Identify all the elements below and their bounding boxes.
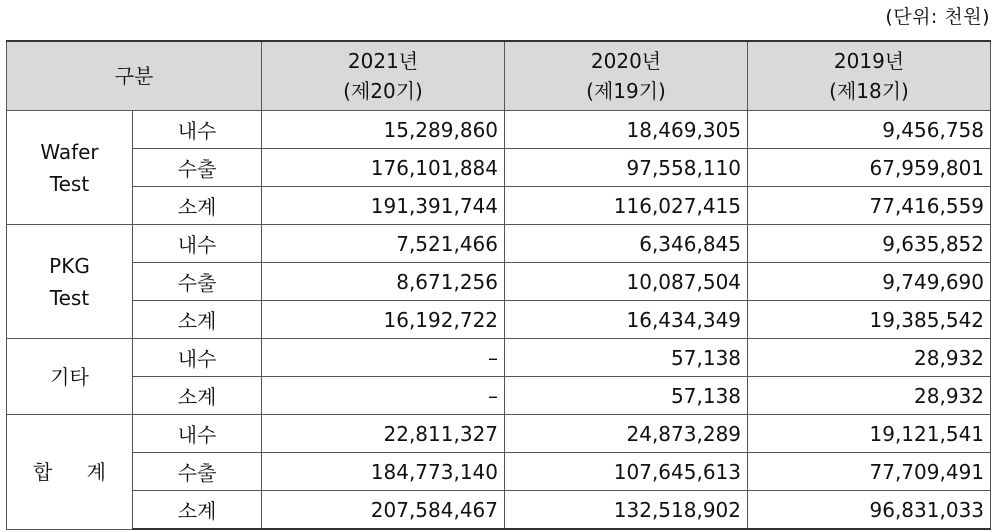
cell-value: 18,469,305	[505, 111, 748, 149]
header-year-label: 2019년	[833, 49, 905, 73]
cell-value: 77,416,559	[748, 187, 991, 225]
row-label: 내수	[133, 111, 262, 149]
cell-value: 77,709,491	[748, 453, 991, 491]
header-period-label: (제19기)	[586, 79, 666, 103]
group-total	[7, 415, 133, 530]
cell-value: 10,087,504	[505, 263, 748, 301]
table-row	[7, 491, 991, 530]
row-label: 소계	[133, 491, 262, 530]
table-row	[7, 263, 991, 301]
group-name-line: 기타	[50, 364, 89, 389]
group-name-line: PKG	[49, 253, 90, 278]
cell-value: –	[262, 377, 505, 415]
group-name-line: 합 계	[33, 459, 120, 484]
header-category: 구분	[7, 41, 262, 111]
cell-value: 9,749,690	[748, 263, 991, 301]
sales-table	[6, 40, 991, 530]
group-other	[7, 339, 133, 415]
cell-value: 57,138	[505, 339, 748, 377]
cell-value: 28,932	[748, 339, 991, 377]
row-label: 수출	[133, 149, 262, 187]
cell-value: 184,773,140	[262, 453, 505, 491]
cell-value: 9,456,758	[748, 111, 991, 149]
cell-value: 107,645,613	[505, 453, 748, 491]
cell-value: 67,959,801	[748, 149, 991, 187]
table-row	[7, 149, 991, 187]
cell-value: 16,192,722	[262, 301, 505, 339]
header-year-2020	[505, 41, 748, 111]
table-row	[7, 453, 991, 491]
group-name-line: Wafer	[40, 139, 99, 164]
unit-label: (단위: 천원)	[885, 6, 990, 28]
row-label: 소계	[133, 301, 262, 339]
cell-value: –	[262, 339, 505, 377]
cell-value: 16,434,349	[505, 301, 748, 339]
table-row	[7, 301, 991, 339]
cell-value: 207,584,467	[262, 491, 505, 530]
header-year-label: 2021년	[347, 49, 419, 73]
row-label: 수출	[133, 453, 262, 491]
cell-value: 9,635,852	[748, 225, 991, 263]
header-year-2021	[262, 41, 505, 111]
header-row	[7, 41, 991, 111]
group-name-line: Test	[49, 171, 90, 196]
table-row	[7, 111, 991, 149]
cell-value: 57,138	[505, 377, 748, 415]
row-label: 소계	[133, 187, 262, 225]
group-pkg-test	[7, 225, 133, 339]
cell-value: 24,873,289	[505, 415, 748, 453]
table-row	[7, 225, 991, 263]
table-row	[7, 415, 991, 453]
row-label: 소계	[133, 377, 262, 415]
cell-value: 191,391,744	[262, 187, 505, 225]
cell-value: 15,289,860	[262, 111, 505, 149]
row-label: 내수	[133, 415, 262, 453]
table-row	[7, 339, 991, 377]
header-period-label: (제20기)	[343, 79, 423, 103]
cell-value: 6,346,845	[505, 225, 748, 263]
group-wafer-test	[7, 111, 133, 225]
row-label: 내수	[133, 339, 262, 377]
cell-value: 22,811,327	[262, 415, 505, 453]
cell-value: 7,521,466	[262, 225, 505, 263]
group-name-line: Test	[49, 285, 90, 310]
cell-value: 19,121,541	[748, 415, 991, 453]
header-year-2019	[748, 41, 991, 111]
header-period-label: (제18기)	[829, 79, 909, 103]
cell-value: 19,385,542	[748, 301, 991, 339]
header-year-label: 2020년	[590, 49, 662, 73]
cell-value: 97,558,110	[505, 149, 748, 187]
cell-value: 28,932	[748, 377, 991, 415]
table-row	[7, 377, 991, 415]
cell-value: 116,027,415	[505, 187, 748, 225]
cell-value: 176,101,884	[262, 149, 505, 187]
cell-value: 8,671,256	[262, 263, 505, 301]
row-label: 내수	[133, 225, 262, 263]
table-row	[7, 187, 991, 225]
row-label: 수출	[133, 263, 262, 301]
cell-value: 96,831,033	[748, 491, 991, 530]
cell-value: 132,518,902	[505, 491, 748, 530]
